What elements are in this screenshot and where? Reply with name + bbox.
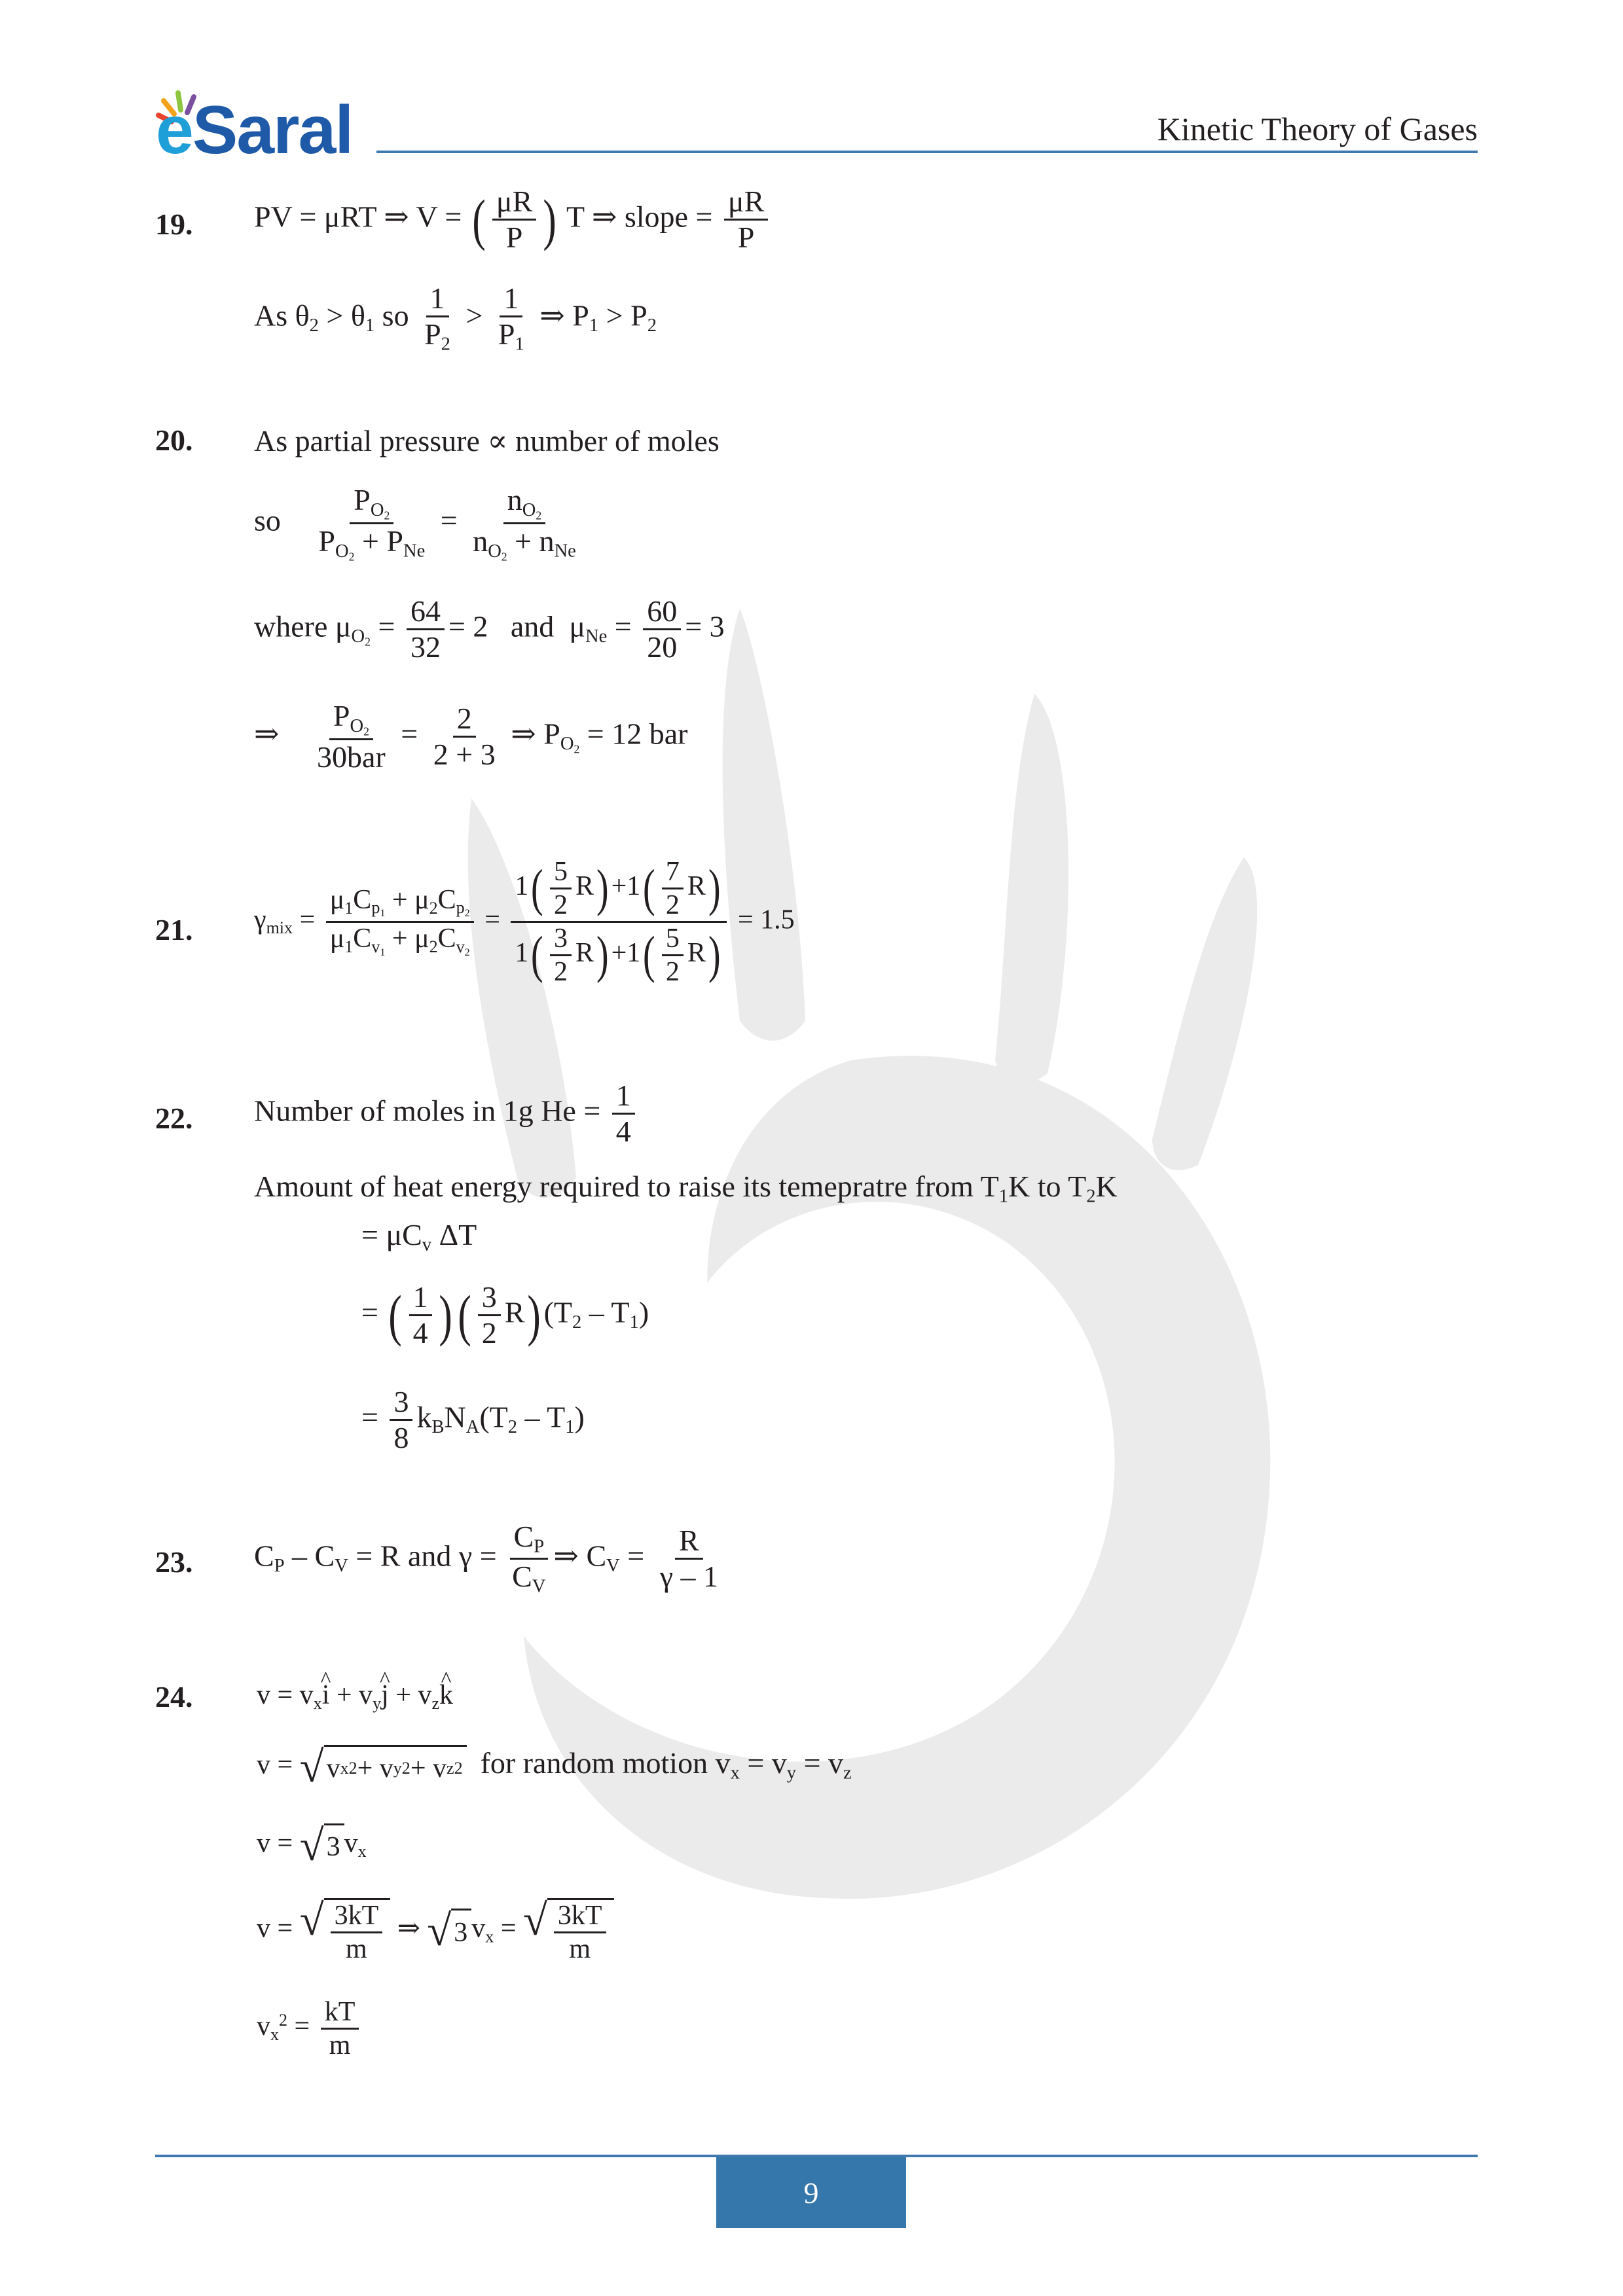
q19-slope-den: P <box>737 221 755 255</box>
logo-wordmark <box>156 92 352 170</box>
q22-step2: = ( $\frac{1}{4}$ )( $\frac{3}{2}$ $R)(T_2 - T_1)$ <box>361 1280 649 1350</box>
q21-gamma-mix: $\gamma_{mix}$ = $\frac{\mu_1C_{p_1} + \mu_2C_{p_2}}{\mu_1C_{v_1} + \mu_2C_{v_2}}$ = 1( $\frac{5}{2}$ R)+1( $\frac{7}{2}$ R) 1( $\frac{3}{2}$ R)+1( $\frac{5}{2}$ R) = 1.5 <box>254 857 795 988</box>
q20-ratio: so $\frac{P_{O_2}}{P_{O_2} + P_{Ne}}$ = $\frac{n_{O_2}}{n_{O_2} + n_{Ne}}$ <box>254 483 576 564</box>
page-number: 9 <box>716 2157 906 2228</box>
q20-molar-masses: where $\mu_{O_2}$ = $\frac{64}{32}$ = 2 and $\mu_{Ne}$ = $\frac{60}{20}$ = 3 <box>254 594 725 664</box>
q22-line1: Number of moles in 1g He = $\frac{1}{4}$ <box>254 1080 639 1148</box>
question-number-24: 24. <box>155 1680 193 1713</box>
q20-line1: As partial pressure ∝ number of moles <box>254 424 720 457</box>
q19-slope-num: μR <box>724 186 768 221</box>
q24-vx-squared: $v_x^2$ = $\frac{kT}{m}$ <box>257 1998 363 2060</box>
q24-v-root3: v = √ 3 $v_x$ <box>257 1821 367 1870</box>
question-number-20: 20. <box>155 423 193 457</box>
question-number-21: 21. <box>155 913 193 946</box>
q23-line: $C_P - C_V = R$ and γ = $\frac{C_P}{C_V}$ ⇒ $C_V$ = $\frac{R}{\gamma - 1}$ <box>254 1520 719 1598</box>
q24-magnitude: v = √ v x 2 + v y 2 + v z 2 for random motion $v_x = v_y = v_z$ <box>257 1742 852 1791</box>
q20-result: ⇒ $\frac{P_{O_2}}{\text{30bar}}$ = $\frac{2}{2 + 3}$ ⇒ $P_{O_2} = 12$ bar <box>254 699 688 774</box>
q22-line2: Amount of heat energy required to raise its temepratre from $T_1K$ to $T_2K$ <box>254 1170 1118 1207</box>
q22-step1: = $\mu C_v$ ΔT <box>361 1218 477 1255</box>
question-number-19: 19. <box>155 207 193 241</box>
logo-saral: Saral <box>192 92 353 168</box>
q19-frac-den: P <box>505 221 523 255</box>
q19-line2: As $\theta_2 > \theta_1$ so $\frac{1}{P_2}$ > $\frac{1}{P_1}$ ⇒ $P_1 > P_2$ <box>254 281 657 355</box>
q19-eq-start: PV = μRT ⇒ V = <box>254 200 462 234</box>
chapter-title: Kinetic Theory of Gases <box>1157 111 1478 147</box>
q19-eq-mid: T ⇒ slope = <box>566 200 713 234</box>
question-number-22: 22. <box>155 1102 193 1135</box>
header-rule <box>376 151 1478 153</box>
q19-line1: PV = μRT ⇒ V = ( $\frac{\mu R}{P}$ ) T ⇒ slope = $\frac{\mu R}{P}$ <box>254 186 772 254</box>
question-number-23: 23. <box>155 1545 193 1579</box>
q24-rms: v = √ $\frac{3kT}{m}$ ⇒ √ 3 $v_x$ = √ $\frac{3kT}{m}$ <box>257 1898 614 1964</box>
q22-step3: = $\frac{3}{8}$ $k_BN_A(T_2 - T_1)$ <box>361 1385 585 1455</box>
q19-frac-num: μR <box>492 186 536 221</box>
q24-vector: $v = v_x\^{}$ $i + v_y\^{}$ $j + v_z\^{}$ k <box>257 1679 453 1713</box>
logo-e: e <box>156 92 192 168</box>
